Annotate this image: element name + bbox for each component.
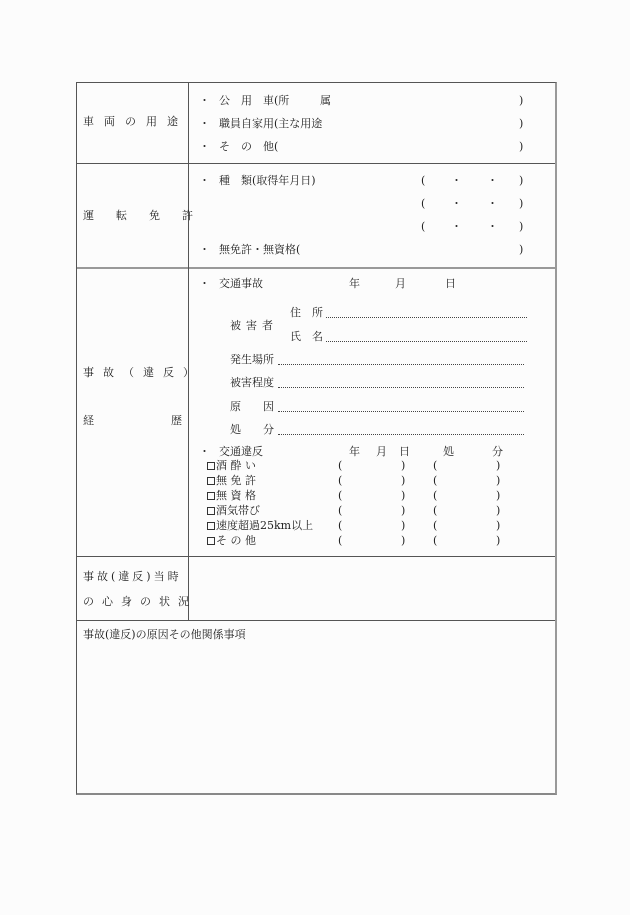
- location-field[interactable]: [278, 364, 524, 365]
- history-label-cell: [77, 267, 203, 556]
- checkbox[interactable]: [207, 492, 215, 500]
- open-paren: (: [338, 519, 343, 532]
- violation-month: 月: [376, 445, 387, 458]
- violation-day: 日: [399, 445, 410, 458]
- open-paren: (: [433, 489, 438, 502]
- open-paren: (: [338, 459, 343, 472]
- open-paren: (: [433, 504, 438, 517]
- condition-field[interactable]: [189, 556, 555, 620]
- open-paren: (: [433, 459, 438, 472]
- condition-label-line1: 事故(違反)当時: [83, 570, 182, 583]
- open-paren: (: [338, 474, 343, 487]
- condition-label-cell: [77, 556, 197, 620]
- location-label: 発生場所: [230, 353, 274, 366]
- date-dot: ・: [451, 220, 462, 233]
- name-field[interactable]: [326, 341, 527, 342]
- vehicle-use-label: 車両の用途: [83, 115, 188, 128]
- history-row: [77, 267, 555, 557]
- cause-label: 事故(違反)の原因その他関係事項: [83, 628, 246, 641]
- date-dot: ・: [487, 220, 498, 233]
- date-dot: ・: [451, 174, 462, 187]
- close-paren: ): [519, 94, 524, 107]
- checkbox[interactable]: [207, 462, 215, 470]
- violation-checkbox-label[interactable]: [207, 534, 256, 547]
- cause-field-label: 原 因: [230, 400, 274, 413]
- violation-item: [207, 489, 527, 504]
- accident-year: 年: [349, 277, 360, 290]
- history-content[interactable]: [189, 267, 555, 556]
- checkbox[interactable]: [207, 537, 215, 545]
- private-car-text: 職員自家用(主な用途: [219, 117, 323, 130]
- violation-item: [207, 504, 527, 519]
- close-paren: ): [401, 534, 406, 547]
- close-paren: ): [519, 220, 524, 233]
- violation-checkbox-label[interactable]: [207, 504, 260, 517]
- violation-year: 年: [349, 445, 360, 458]
- accident-day: 日: [445, 277, 456, 290]
- close-paren: ): [519, 140, 524, 153]
- vehicle-use-label-cell: [77, 83, 189, 163]
- violation-item: [207, 534, 527, 549]
- violation-title: 交通違反: [219, 445, 263, 458]
- license-label-cell: [77, 163, 215, 267]
- close-paren: ): [519, 243, 524, 256]
- accident-title: 交通事故: [219, 277, 263, 290]
- open-paren: (: [433, 519, 438, 532]
- open-paren: (: [421, 197, 426, 210]
- license-content[interactable]: [189, 163, 555, 267]
- violation-checkbox-label[interactable]: [207, 474, 256, 487]
- cause-field[interactable]: [278, 411, 524, 412]
- checkbox[interactable]: [207, 507, 215, 515]
- vehicle-use-content[interactable]: [189, 83, 555, 163]
- history-label-top: 事故（違反）: [83, 366, 203, 379]
- bullet: ・: [199, 174, 210, 187]
- bullet: ・: [199, 117, 210, 130]
- license-label: 運転免許: [83, 209, 215, 222]
- close-paren: ): [401, 519, 406, 532]
- open-paren: (: [338, 504, 343, 517]
- close-paren: ): [401, 474, 406, 487]
- address-label: 住 所: [290, 306, 323, 319]
- close-paren: ): [519, 197, 524, 210]
- violation-item-label: 速度超過25km以上: [216, 519, 314, 532]
- unlicensed-text: 無免許・無資格(: [219, 243, 301, 256]
- address-field[interactable]: [326, 317, 527, 318]
- close-paren: ): [496, 474, 501, 487]
- checkbox[interactable]: [207, 477, 215, 485]
- violation-item: [207, 459, 527, 474]
- violation-item-label: 無 資 格: [216, 489, 256, 502]
- violation-checkbox-label[interactable]: [207, 489, 256, 502]
- history-label-bottom-right: 歴: [171, 414, 182, 427]
- violation-list: [207, 459, 527, 549]
- close-paren: ): [519, 174, 524, 187]
- violation-checkbox-label[interactable]: [207, 519, 313, 532]
- violation-item-label: 無 免 許: [216, 474, 256, 487]
- license-kind-text: 種 類(取得年月日): [219, 174, 316, 187]
- violation-item-label: そ の 他: [216, 534, 256, 547]
- date-dot: ・: [451, 197, 462, 210]
- close-paren: ): [496, 459, 501, 472]
- history-label-bottom-left: 経: [83, 414, 94, 427]
- license-row: [77, 163, 555, 269]
- disposition-label: 処 分: [230, 423, 274, 436]
- bullet: ・: [199, 277, 210, 290]
- violation-checkbox-label[interactable]: [207, 459, 256, 472]
- open-paren: (: [421, 174, 426, 187]
- close-paren: ): [519, 117, 524, 130]
- condition-row: [77, 556, 555, 621]
- accident-report-form: [76, 82, 557, 795]
- damage-field[interactable]: [278, 387, 524, 388]
- name-label: 氏 名: [290, 330, 323, 343]
- open-paren: (: [421, 220, 426, 233]
- close-paren: ): [401, 504, 406, 517]
- date-dot: ・: [487, 197, 498, 210]
- cause-section[interactable]: [77, 620, 555, 793]
- close-paren: ): [496, 504, 501, 517]
- violation-item: [207, 519, 527, 534]
- vehicle-use-row: [77, 83, 555, 164]
- open-paren: (: [433, 474, 438, 487]
- bullet: ・: [199, 243, 210, 256]
- open-paren: (: [433, 534, 438, 547]
- violation-disposition-b: 分: [492, 445, 503, 458]
- open-paren: (: [338, 489, 343, 502]
- close-paren: ): [401, 459, 406, 472]
- accident-month: 月: [395, 277, 406, 290]
- violation-item: [207, 474, 527, 489]
- open-paren: (: [338, 534, 343, 547]
- checkbox[interactable]: [207, 522, 215, 530]
- bullet: ・: [199, 445, 210, 458]
- other-text: そ の 他(: [219, 140, 279, 153]
- damage-label: 被害程度: [230, 376, 274, 389]
- bullet: ・: [199, 94, 210, 107]
- date-dot: ・: [487, 174, 498, 187]
- close-paren: ): [496, 519, 501, 532]
- victim-label: 被害者: [230, 319, 278, 332]
- disposition-field[interactable]: [278, 434, 524, 435]
- close-paren: ): [496, 489, 501, 502]
- violation-disposition-a: 処: [443, 445, 454, 458]
- affiliation-text: 属: [320, 94, 331, 107]
- close-paren: ): [401, 489, 406, 502]
- condition-label-line2: の心身の状況: [83, 595, 197, 608]
- official-car-text: 公 用 車(所: [219, 94, 290, 107]
- violation-item-label: 酒気帯び: [216, 504, 260, 517]
- violation-item-label: 酒 酔 い: [216, 459, 256, 472]
- bullet: ・: [199, 140, 210, 153]
- close-paren: ): [496, 534, 501, 547]
